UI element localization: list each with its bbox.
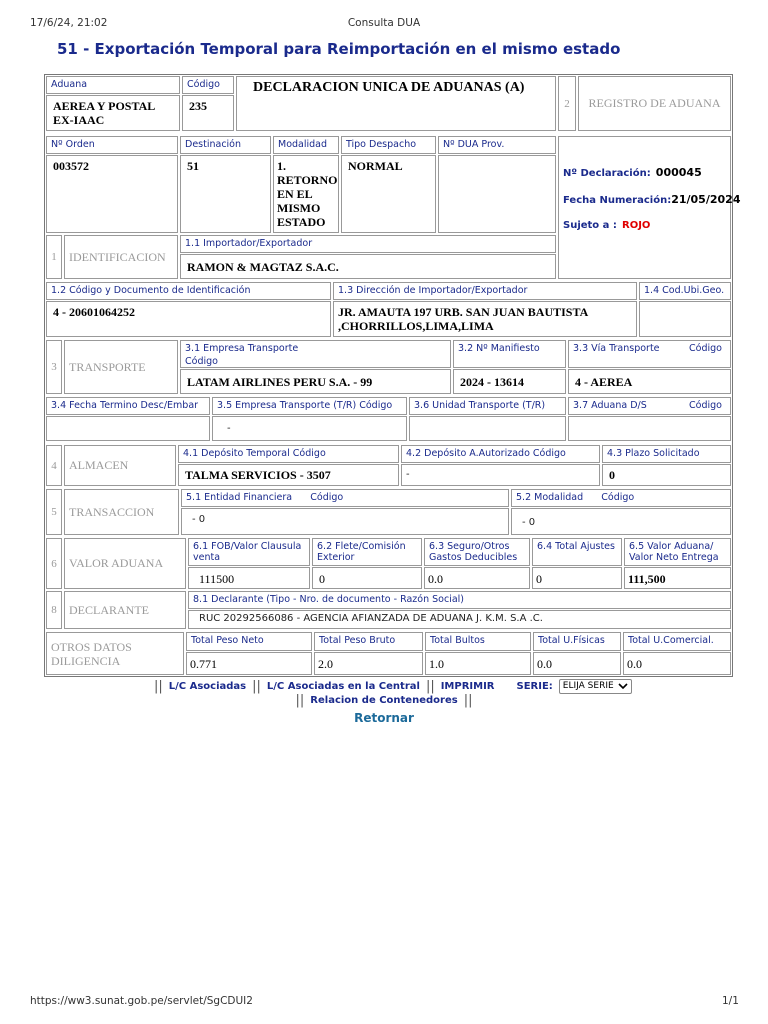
deposito-temporal-value-cell: [178, 464, 399, 486]
flete-value-cell: [312, 567, 422, 589]
modalidad-transaccion-value: - 0: [522, 517, 536, 528]
serie-select-value: ELIJA SERIE: [562, 681, 614, 691]
peso-bruto-value: 2.0: [318, 657, 333, 671]
modalidad-label: Modalidad: [278, 139, 328, 150]
aduana-ds-value-cell: [568, 416, 731, 441]
empresa-transporte-label: 3.1 Empresa Transporte: [185, 343, 299, 354]
separator: ||: [425, 678, 435, 694]
bultos-value: 1.0: [429, 657, 444, 671]
tipo-despacho-value: NORMAL: [348, 159, 403, 173]
tipo-despacho-value-cell: [341, 155, 436, 233]
bultos-label: Total Bultos: [430, 635, 485, 646]
imprimir-link[interactable]: IMPRIMIR: [440, 680, 495, 692]
unidad-tr-value: [410, 417, 565, 423]
aduana-value-cell: [46, 95, 180, 131]
codigo-doc-label-cell: [46, 282, 331, 300]
direccion-label-cell: [333, 282, 637, 300]
declarante-value-cell: [188, 610, 731, 629]
destinacion-value: 51: [187, 159, 199, 173]
lc-asociadas-central-link[interactable]: L/C Asociadas en la Central: [266, 680, 420, 692]
almacen-section-label: ALMACEN: [64, 445, 176, 486]
codigo-doc-label: 1.2 Código y Documento de Identificación: [51, 285, 251, 296]
flete-value: 0: [319, 572, 325, 586]
identificacion-section-label: IDENTIFICACION: [64, 235, 178, 279]
u-comercial-label: Total U.Comercial.: [628, 635, 714, 646]
retornar-link[interactable]: Retornar: [354, 711, 414, 725]
codigo-label-cell: [182, 76, 234, 94]
deposito-autorizado-label: 4.2 Depósito A.Autorizado Código: [406, 448, 566, 459]
peso-neto-value-cell: [186, 652, 312, 675]
unidad-tr-value-cell: [409, 416, 566, 441]
ajustes-label: 6.4 Total Ajustes: [537, 541, 615, 552]
ajustes-label-cell: [532, 538, 622, 566]
fecha-desc-label: 3.4 Fecha Termino Desc/Embar: [51, 400, 199, 411]
orden-value-cell: [46, 155, 178, 233]
fob-value-cell: [188, 567, 310, 589]
direccion-value-cell: [333, 301, 637, 337]
print-url: https://ww3.sunat.gob.pe/servlet/SgCDUI2: [30, 995, 253, 1007]
seguro-label: 6.3 Seguro/Otros Gastos Deducibles: [429, 541, 518, 563]
dua-prov-label: Nº DUA Prov.: [443, 139, 505, 150]
codigo-label: Código: [187, 79, 220, 90]
seguro-value: 0.0: [428, 572, 443, 586]
importador-value: RAMON & MAGTAZ S.A.C.: [187, 260, 339, 274]
separator: ||: [295, 692, 305, 708]
serie-label: SERIE:: [516, 680, 553, 692]
sujeto-line: [563, 213, 650, 232]
transporte-number: 3: [46, 340, 62, 394]
aduana-label: Aduana: [51, 79, 88, 90]
sujeto-label: Sujeto a :: [563, 220, 617, 231]
manifiesto-label: 3.2 Nº Manifiesto: [458, 343, 540, 354]
aduana-ds-value: [569, 417, 730, 423]
valor-label-cell: [624, 538, 731, 566]
u-fisicas-label: Total U.Físicas: [538, 635, 605, 646]
separator: ||: [463, 692, 473, 708]
deposito-temporal-label: 4.1 Depósito Temporal Código: [183, 448, 326, 459]
bultos-label-cell: [425, 632, 531, 651]
print-page-number: 1/1: [722, 995, 739, 1007]
aduana-ds-codigo-label: Código: [689, 400, 722, 411]
codigo-doc-value: 4 - 20601064252: [53, 305, 135, 319]
fecha-desc-value: [47, 417, 209, 423]
u-comercial-label-cell: [623, 632, 731, 651]
relacion-contenedores-link[interactable]: Relacion de Contenedores: [310, 694, 458, 706]
entidad-financiera-label: 5.1 Entidad Financiera Código: [186, 492, 344, 503]
retornar-row: [0, 707, 768, 726]
aduana-value: AEREA Y POSTAL EX-IAAC: [53, 99, 155, 127]
transporte-section-label: TRANSPORTE: [64, 340, 178, 394]
empresa-tr-value: -: [227, 423, 231, 434]
declarante-label: 8.1 Declarante (Tipo - Nro. de documento - Razón Social): [193, 594, 464, 605]
fob-label: 6.1 FOB/Valor Clausula venta: [193, 541, 302, 563]
empresa-transporte-value-cell: [180, 369, 451, 394]
manifiesto-label-cell: [453, 340, 566, 368]
empresa-tr-label-cell: [212, 397, 407, 415]
separator: ||: [154, 678, 163, 694]
deposito-autorizado-label-cell: [401, 445, 600, 463]
empresa-transporte-codigo-label: Código: [185, 356, 218, 367]
almacen-number: 4: [46, 445, 62, 486]
declarante-number: 8: [46, 591, 62, 629]
via-transporte-value: 4 - AEREA: [575, 375, 633, 389]
declaracion-number-line: [563, 161, 702, 180]
plazo-value: 0: [609, 468, 615, 482]
via-transporte-value-cell: [568, 369, 731, 394]
declaracion-number-label: Nº Declaración:: [563, 168, 651, 179]
fecha-desc-label-cell: [46, 397, 210, 415]
valor-value-cell: [624, 567, 731, 589]
peso-bruto-value-cell: [314, 652, 423, 675]
valor-aduana-number: 6: [46, 538, 62, 589]
entidad-financiera-value: - 0: [192, 514, 206, 525]
declarante-value: RUC 20292566086 - AGENCIA AFIANZADA DE ADUANA J. K.M. S.A .C.: [199, 613, 543, 624]
orden-label-cell: [46, 136, 178, 154]
declarante-section-label: DECLARANTE: [64, 591, 186, 629]
seguro-label-cell: [424, 538, 530, 566]
modalidad-label-cell: [273, 136, 339, 154]
manifiesto-value: 2024 - 13614: [460, 375, 524, 389]
deposito-temporal-label-cell: [178, 445, 399, 463]
declaracion-title: DECLARACION UNICA DE ADUANAS (A): [253, 80, 525, 95]
u-comercial-value-cell: [623, 652, 731, 675]
sujeto-value: ROJO: [622, 220, 651, 231]
orden-value: 003572: [53, 159, 89, 173]
empresa-transporte-label-cell: [180, 340, 451, 368]
dua-prov-label-cell: [438, 136, 556, 154]
manifiesto-value-cell: [453, 369, 566, 394]
fecha-numeracion-label: Fecha Numeración:: [563, 195, 672, 206]
peso-neto-label-cell: [186, 632, 312, 651]
modalidad-value-cell: [273, 155, 339, 233]
bultos-value-cell: [425, 652, 531, 675]
flete-label-cell: [312, 538, 422, 566]
dua-prov-value-cell: [438, 155, 556, 233]
ubigeo-value-cell: [639, 301, 731, 337]
fob-value: 111500: [199, 572, 235, 586]
ajustes-value: 0: [536, 572, 542, 586]
registro-number: 2: [558, 76, 576, 131]
modalidad-transaccion-label: 5.2 Modalidad Código: [516, 492, 635, 503]
identificacion-number: 1: [46, 235, 62, 279]
valor-value: 111,500: [628, 572, 666, 586]
dua-prov-value: [439, 156, 555, 162]
separator: ||: [252, 678, 261, 694]
deposito-temporal-value: TALMA SERVICIOS - 3507: [185, 468, 331, 482]
peso-neto-label: Total Peso Neto: [191, 635, 264, 646]
print-datetime: 17/6/24, 21:02: [30, 17, 108, 29]
peso-bruto-label-cell: [314, 632, 423, 651]
valor-aduana-section-label: VALOR ADUANA: [64, 538, 186, 589]
via-transporte-label: 3.3 Vía Transporte: [573, 343, 660, 354]
via-transporte-codigo-label: Código: [689, 343, 722, 354]
fob-label-cell: [188, 538, 310, 566]
empresa-transporte-value: LATAM AIRLINES PERU S.A. - 99: [187, 375, 373, 389]
aduana-label-cell: [46, 76, 180, 94]
codigo-value-cell: [182, 95, 234, 131]
peso-bruto-label: Total Peso Bruto: [319, 635, 396, 646]
tipo-despacho-label-cell: [341, 136, 436, 154]
empresa-tr-label: 3.5 Empresa Transporte (T/R) Código: [217, 400, 393, 411]
ubigeo-value: [640, 302, 730, 308]
via-transporte-label-cell: [568, 340, 731, 368]
fecha-numeracion-value: 21/05/2024: [671, 193, 741, 206]
registro-box: [558, 136, 741, 279]
print-title: Consulta DUA: [347, 17, 421, 29]
otros-datos-section-label: OTROS DATOS DILIGENCIA: [46, 632, 184, 675]
plazo-value-cell: [602, 464, 731, 486]
plazo-label: 4.3 Plazo Solicitado: [607, 448, 700, 459]
modalidad-value: 1. RETORNO EN EL MISMO ESTADO: [277, 159, 338, 229]
orden-label: Nº Orden: [51, 139, 95, 150]
importador-label: 1.1 Importador/Exportador: [185, 238, 313, 249]
declarante-label-cell: [188, 591, 731, 609]
transaccion-number: 5: [46, 489, 62, 535]
unidad-tr-label-cell: [409, 397, 566, 415]
ajustes-value-cell: [532, 567, 622, 589]
ubigeo-label-cell: [639, 282, 731, 300]
importador-value-cell: [180, 254, 556, 279]
chevron-down-icon: [618, 682, 628, 690]
plazo-label-cell: [602, 445, 731, 463]
aduana-ds-label: 3.7 Aduana D/S: [573, 400, 647, 411]
modalidad-transaccion-label-cell: [511, 489, 731, 507]
tipo-despacho-label: Tipo Despacho: [346, 139, 417, 150]
u-fisicas-value: 0.0: [537, 657, 552, 671]
declaracion-number-value: 000045: [655, 166, 702, 179]
destinacion-label-cell: [180, 136, 271, 154]
entidad-financiera-label-cell: [181, 489, 509, 507]
u-comercial-value: 0.0: [627, 657, 642, 671]
ubigeo-label: 1.4 Cod.Ubi.Geo.: [644, 285, 725, 296]
empresa-tr-value-cell: [212, 416, 407, 441]
destinacion-label: Destinación: [185, 139, 242, 150]
unidad-tr-label: 3.6 Unidad Transporte (T/R): [414, 400, 546, 411]
deposito-autorizado-value: -: [406, 469, 410, 480]
registro-aduana-label: REGISTRO DE ADUANA: [578, 76, 731, 131]
contenedores-bar: [0, 692, 768, 708]
importador-label-cell: [180, 235, 556, 253]
peso-neto-value: 0.771: [190, 657, 217, 671]
direccion-label: 1.3 Dirección de Importador/Exportador: [338, 285, 528, 296]
seguro-value-cell: [424, 567, 530, 589]
codigo-doc-value-cell: [46, 301, 331, 337]
flete-label: 6.2 Flete/Comisión Exterior: [317, 541, 406, 563]
entidad-financiera-value-cell: [181, 508, 509, 535]
declaracion-title-cell: [236, 76, 556, 131]
direccion-value: JR. AMAUTA 197 URB. SAN JUAN BAUTISTA ,CHORRILLOS,LIMA,LIMA: [338, 305, 588, 333]
valor-label: 6.5 Valor Aduana/ Valor Neto Entrega: [629, 541, 719, 563]
deposito-autorizado-value-cell: [401, 464, 600, 486]
aduana-ds-label-cell: [568, 397, 731, 415]
fecha-desc-value-cell: [46, 416, 210, 441]
transaccion-section-label: TRANSACCION: [64, 489, 179, 535]
codigo-value: 235: [189, 99, 207, 113]
lc-asociadas-link[interactable]: L/C Asociadas: [168, 680, 247, 692]
fecha-numeracion-line: [563, 188, 740, 207]
page-title: 51 - Exportación Temporal para Reimportación en el mismo estado: [57, 40, 621, 58]
destinacion-value-cell: [180, 155, 271, 233]
modalidad-transaccion-value-cell: [511, 508, 731, 535]
u-fisicas-value-cell: [533, 652, 621, 675]
u-fisicas-label-cell: [533, 632, 621, 651]
